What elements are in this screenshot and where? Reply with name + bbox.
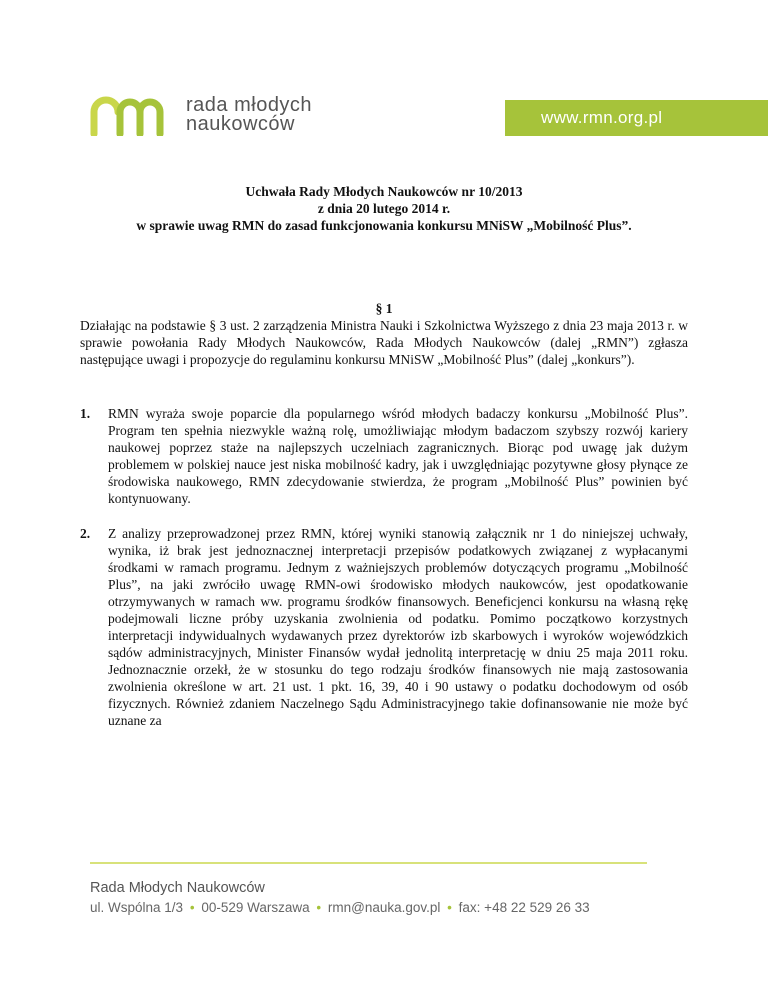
title-line-2: z dnia 20 lutego 2014 r.	[317, 201, 451, 216]
section-mark: § 1	[375, 301, 393, 316]
footer-email[interactable]: rmn@nauka.gov.pl	[327, 900, 441, 915]
footer-divider	[90, 862, 647, 864]
footer-fax: fax: +48 22 529 26 33	[458, 900, 590, 915]
list-item	[80, 525, 688, 729]
footer	[90, 878, 590, 918]
footer-postal: 00-529 Warszawa	[201, 900, 310, 915]
section-intro: Działając na podstawie § 3 ust. 2 zarządzenia Ministra Nauki i Szkolnictwa Wyższego z dnia 23 maja 2013 r. w sprawie powołania Rady Młodych Naukowców, Rada Młodych Naukowców (dalej „RMN”) zgłasza następujące uwagi i propozycje do regulaminu konkursu MNiSW „Mobilność Plus” (dalej „konkurs”).	[80, 318, 688, 367]
footer-address: ul. Wspólna 1/3	[90, 900, 184, 915]
list-item-text: RMN wyraża swoje poparcie dla popularnego wśród młodych badaczy konkursu „Mobilność Plus”. Program ten spełnia niezwykle ważną rolę, umożliwiając młodym badaczom szybszy rozwój kariery naukowej poprzez staże na najlepszych uczelniach zagranicznych. Biorąc pod uwagę jak dużym problemem w polskiej nauce jest niska mobilność kadry, jak i uwzględniając pozytywne głosy płynące ze środowiska naukowego, RMN zdecydowanie stwierdza, że program „Mobilność Plus” powinien być kontynuowany.	[108, 406, 688, 506]
title-line-3: w sprawie uwag RMN do zasad funkcjonowania konkursu MNiSW „Mobilność Plus”.	[136, 218, 632, 233]
remarks-list	[80, 405, 688, 747]
title-line-1: Uchwała Rady Młodych Naukowców nr 10/2013	[245, 184, 523, 199]
list-item-number: 1.	[80, 406, 91, 421]
footer-contact	[90, 898, 590, 918]
bullet-icon: •	[189, 900, 195, 915]
footer-org: Rada Młodych Naukowców	[90, 880, 265, 896]
logo-line-2: naukowców	[186, 113, 296, 135]
bullet-icon: •	[316, 900, 322, 915]
list-item	[80, 405, 688, 507]
logo-line-1: rada młodych	[186, 94, 313, 116]
document-title	[80, 183, 688, 234]
website-banner[interactable]: www.rmn.org.pl	[505, 100, 768, 136]
rmn-logo-icon	[90, 96, 178, 136]
list-item-number: 2.	[80, 526, 91, 541]
list-item-text: Z analizy przeprowadzonej przez RMN, której wyniki stanowią załącznik nr 1 do niniejszej uchwały, wynika, iż brak jest jednoznacznej interpretacji przepisów podatkowych związanej z wypłacanymi środkami w ramach programu. Jednym z ważniejszych problemów dotyczących programu „Mobilność Plus”, na jaki zwróciło uwagę RMN-owi środowisko młodych naukowców, jest opodatkowanie otrzymywanych w ramach ww. programu środków finansowych. Beneficjenci konkursu na własną rękę podejmowali liczne próby uzyskania zwolnienia od podatku. Pomimo początkowo korzystnych interpretacji indywidualnych wydawanych przez dyrektorów izb skarbowych i wyroków wojewódzkich sądów administracyjnych, Minister Finansów wydał jednolitą interpretację w dniu 25 maja 2011 roku. Jednoznacznie orzekł, że w stosunku do tego rodzaju środków finansowych nie mają zastosowania zwolnienia określone w art. 21 ust. 1 pkt. 16, 39, 40 i 90 ustawy o podatku dochodowym od osób fizycznych. Również zdaniem Naczelnego Sądu Administracyjnego takie dofinansowanie nie może być uznane za	[108, 526, 688, 728]
logo-text	[186, 96, 312, 134]
bullet-icon: •	[447, 900, 452, 915]
